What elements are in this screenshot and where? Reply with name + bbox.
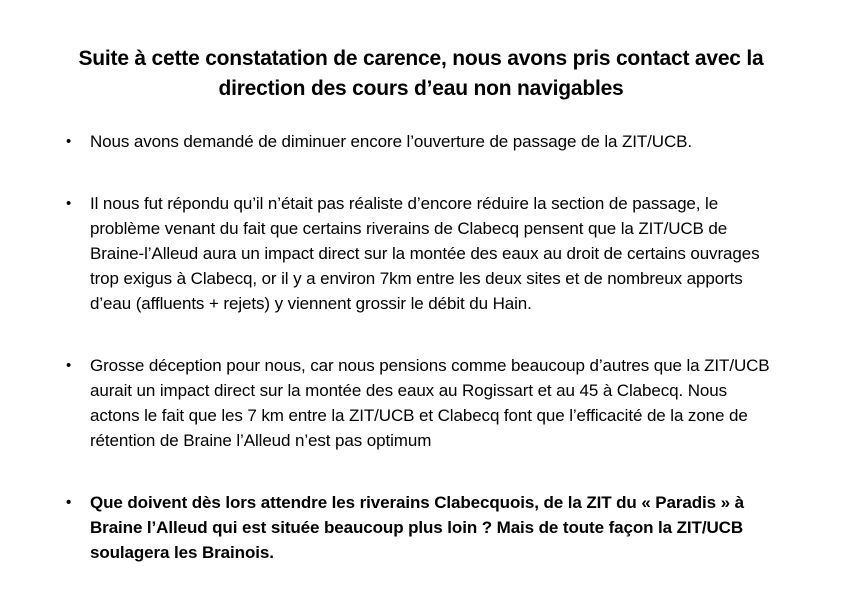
page-title: Suite à cette constatation de carence, nous avons pris contact avec la direction des cours d’eau non navigables [78,47,764,100]
bullet-text: Grosse déception pour nous, car nous pensions comme beaucoup d’autres que la ZIT/UCB aurait un impact direct sur la montée des eaux au Rogissart et au 45 à Clabecq. Nous actons le fait que les 7 km entre la ZIT/UCB et Clabecq font que l’efficacité de la zone de rétention de Braine l’Alleud n’est pas optimum [90,356,770,450]
bullet-item [66,490,780,565]
bullet-text: Que doivent dès lors attendre les riverains Clabecquois, de la ZIT du « Paradis » à Braine l’Alleud qui est située beaucoup plus loin ? Mais de toute façon la ZIT/UCB soulagera les Brainois. [90,493,744,562]
bullet-icon: • [66,494,72,511]
bullet-item [66,191,780,316]
bullet-icon: • [66,357,72,374]
bullet-list [66,129,780,565]
bullet-text: Il nous fut répondu qu’il n’était pas réaliste d’encore réduire la section de passage, le problème venant du fait que certains riverains de Clabecq pensent que la ZIT/UCB de Braine-l’Alleud aura un impact direct sur la montée des eaux au droit de certains ouvrages trop exigus à Clabecq, or il y a environ 7km entre les deux sites et de nombreux apports d’eau (affluents + rejets) y viennent grossir le débit du Hain. [90,194,760,313]
bullet-item [66,353,780,453]
bullet-icon: • [66,195,72,212]
bullet-item [66,129,780,154]
bullet-icon: • [66,133,72,150]
bullet-text: Nous avons demandé de diminuer encore l’ouverture de passage de la ZIT/UCB. [90,132,693,151]
